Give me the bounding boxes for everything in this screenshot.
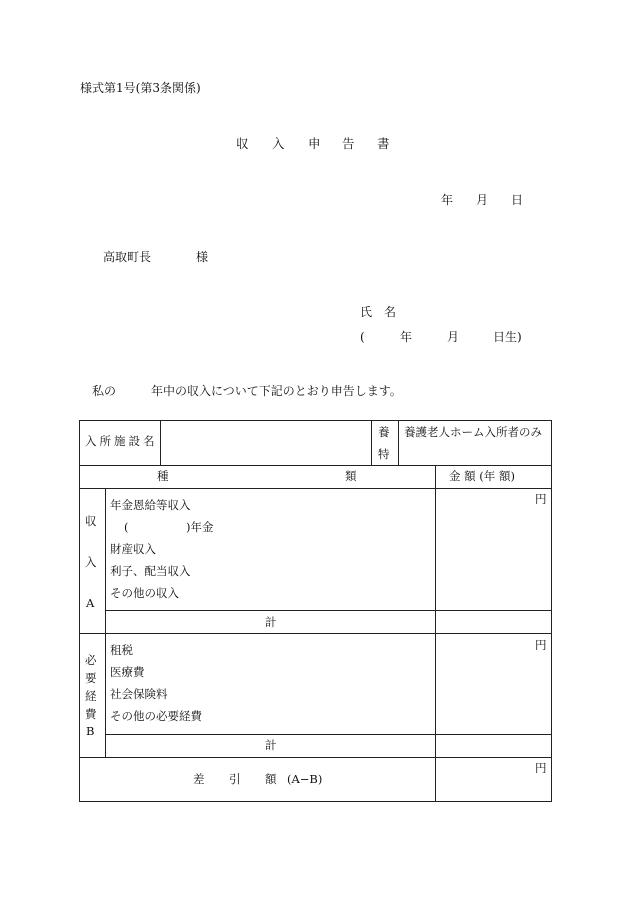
diff-amount-field[interactable] bbox=[436, 758, 551, 801]
title-char: 申 bbox=[308, 136, 321, 151]
special-note: 養護老人ホーム入所者のみ bbox=[404, 425, 542, 439]
expense-group-char: 経 bbox=[85, 689, 97, 703]
expense-amount-field[interactable] bbox=[436, 634, 551, 734]
income-amount-field[interactable] bbox=[436, 489, 551, 610]
table-rule bbox=[371, 420, 372, 465]
title-char: 告 bbox=[342, 136, 355, 151]
special-label-char: 養 bbox=[378, 425, 390, 439]
income-subtotal-field[interactable] bbox=[436, 611, 551, 633]
income-item-paren-close: )年金 bbox=[186, 520, 214, 534]
expense-item: 社会保険料 bbox=[110, 687, 168, 701]
diff-formula: (A−B) bbox=[287, 772, 323, 786]
addressee-name: 高取町長 bbox=[103, 250, 152, 264]
date-year: 年 bbox=[441, 193, 454, 207]
table-rule bbox=[79, 465, 552, 466]
birth-year: 年 bbox=[400, 330, 413, 344]
expense-subtotal-label: 計 bbox=[265, 738, 277, 752]
expense-item: 租税 bbox=[110, 643, 133, 657]
birth-day: 日生) bbox=[493, 330, 522, 344]
income-item: その他の収入 bbox=[110, 586, 179, 600]
table-border-left bbox=[79, 420, 80, 802]
header-kind-char: 類 bbox=[345, 469, 357, 483]
expense-subtotal-field[interactable] bbox=[436, 735, 551, 757]
header-kind-char: 種 bbox=[157, 469, 169, 483]
title-char: 入 bbox=[272, 136, 285, 151]
special-label-char: 特 bbox=[378, 447, 390, 461]
name-label-char: 氏 bbox=[360, 305, 373, 319]
birth-open-paren: ( bbox=[360, 330, 365, 344]
date-day: 日 bbox=[511, 193, 524, 207]
yen-unit: 円 bbox=[535, 761, 547, 775]
form-number: 様式第1号(第3条関係) bbox=[80, 81, 201, 95]
name-label-char: 名 bbox=[384, 305, 397, 319]
table-rule bbox=[105, 488, 106, 757]
expense-group-char: 要 bbox=[85, 671, 97, 685]
title-char: 書 bbox=[377, 136, 390, 151]
income-item: 年金恩給等収入 bbox=[110, 498, 191, 512]
birth-month: 月 bbox=[447, 330, 460, 344]
yen-unit: 円 bbox=[535, 638, 547, 652]
facility-name-field[interactable] bbox=[161, 421, 370, 465]
statement-text: 年中の収入について下記のとおり申告します。 bbox=[151, 384, 402, 398]
table-border-bottom bbox=[79, 801, 552, 802]
date-month: 月 bbox=[476, 193, 489, 207]
table-rule bbox=[398, 420, 399, 465]
facility-label: 入所施設名 bbox=[85, 434, 158, 448]
diff-label-char: 差 bbox=[193, 772, 205, 786]
expense-group-char: 必 bbox=[85, 653, 97, 667]
yen-unit: 円 bbox=[535, 492, 547, 506]
income-item: 利子、配当収入 bbox=[110, 564, 191, 578]
title-char: 収 bbox=[236, 136, 249, 151]
diff-label-char: 引 bbox=[229, 772, 241, 786]
expense-group-char: 費 bbox=[85, 707, 97, 721]
table-border-right bbox=[551, 420, 552, 802]
addressee-honorific: 様 bbox=[196, 250, 209, 264]
income-group-char: A bbox=[86, 596, 95, 610]
header-amount: 金 額 (年 額) bbox=[449, 469, 515, 483]
expense-item: 医療費 bbox=[110, 665, 145, 679]
income-item-paren-open: ( bbox=[124, 520, 129, 534]
income-group-char: 入 bbox=[85, 555, 97, 569]
expense-group-char: B bbox=[86, 724, 95, 738]
income-item: 財産収入 bbox=[110, 542, 156, 556]
income-group-char: 収 bbox=[85, 514, 97, 528]
diff-label-char: 額 bbox=[265, 772, 277, 786]
income-subtotal-label: 計 bbox=[265, 615, 277, 629]
expense-item: その他の必要経費 bbox=[110, 709, 202, 723]
statement-prefix: 私の bbox=[92, 384, 117, 398]
